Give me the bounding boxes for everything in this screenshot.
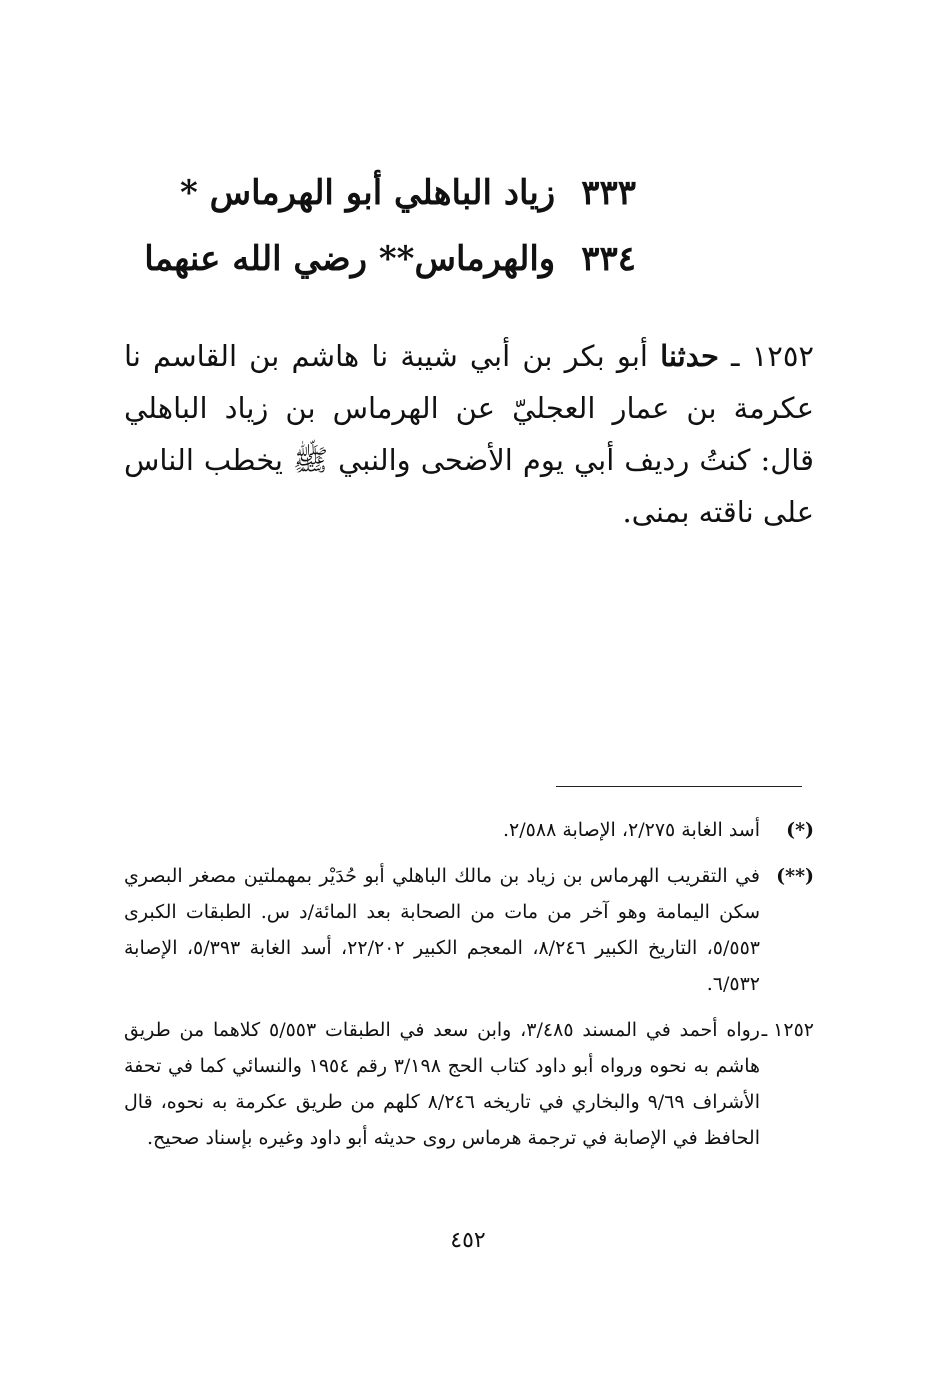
heading-333 bbox=[179, 160, 636, 226]
hadith-body: أبو بكر بن أبي شيبة نا هاشم بن القاسم نا عكرمة بن عمار العجليّ عن الهرماس بن زياد الباهلي قال: كنتُ رديف أبي يوم الأضحى والنبي ﷺ يخطب الناس على ناقته بمنى. bbox=[124, 339, 814, 529]
footnote-text: رواه أحمد في المسند ٣/٤٨٥، وابن سعد في الطبقات ٥/٥٥٣ كلاهما من طريق هاشم به نحوه ورواه أبو داود كتاب الحج ٣/١٩٨ رقم ١٩٥٤ والنسائي كما في تحفة الأشراف ٩/٦٩ والبخاري في تاريخه ٨/٢٤٦ كلهم من طريق عكرمة به نحوه، قال الحافظ في الإصابة في ترجمة هرماس روى حديثه أبو داود وغيره بإسناد صحيح. bbox=[124, 1019, 761, 1149]
heading-number: ٣٣٤ bbox=[581, 239, 636, 279]
chapter-headings bbox=[144, 160, 636, 292]
page-number: ٤٥٢ bbox=[450, 1228, 486, 1253]
footnote-marker: ١٢٥٢ ـ bbox=[761, 1019, 814, 1041]
heading-title: زياد الباهلي أبو الهرماس * bbox=[179, 173, 556, 213]
footnote-text: في التقريب الهرماس بن زياد بن مالك الباهلي أبو حُدَيْر بمهملتين مصغر البصري سكن اليمامة وهو آخر من مات من الصحابة بعد المائة/د س. الطبقات الكبرى ٥/٥٥٣، التاريخ الكبير ٨/٢٤٦، المعجم الكبير ٢٢/٢٠٢، أسد الغابة ٥/٣٩٣، الإصابة ٦/٥٣٢. bbox=[124, 865, 760, 995]
footnote bbox=[124, 1012, 814, 1156]
footnote bbox=[124, 812, 814, 848]
heading-title: والهرماس** رضي الله عنهما bbox=[144, 239, 556, 279]
hadith-text bbox=[124, 330, 814, 538]
heading-334 bbox=[144, 226, 636, 292]
footnote bbox=[124, 858, 814, 1002]
hadith-lead: حدثنا bbox=[660, 339, 719, 373]
hadith-number: ١٢٥٢ ـ bbox=[731, 339, 814, 373]
footnote-text: أسد الغابة ٢/٢٧٥، الإصابة ٢/٥٨٨. bbox=[503, 819, 760, 841]
footnote-divider bbox=[556, 786, 802, 787]
heading-number: ٣٣٣ bbox=[581, 173, 636, 213]
footnote-marker: (*) bbox=[786, 819, 814, 841]
footnote-marker: (**) bbox=[776, 865, 814, 887]
footnotes bbox=[124, 812, 814, 1156]
